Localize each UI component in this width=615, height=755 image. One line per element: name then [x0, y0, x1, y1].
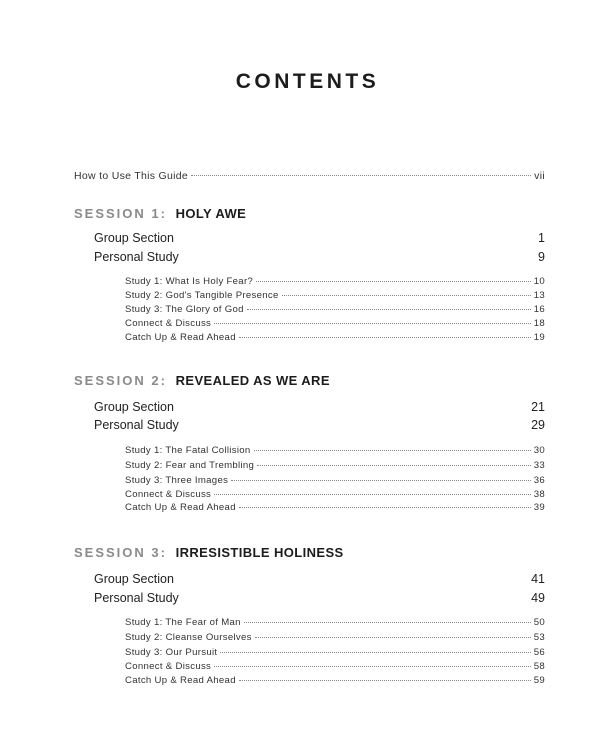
toc-entry-page: 56: [533, 647, 545, 658]
toc-entry-page: 50: [533, 617, 545, 628]
toc-entry-catch-up[interactable]: [125, 331, 545, 345]
toc-entry-page: 21: [531, 400, 545, 414]
toc-entry-label: Group Section: [94, 572, 174, 586]
session-label: SESSION 2:: [74, 373, 167, 388]
toc-entry-personal-study[interactable]: [94, 589, 545, 607]
toc-entry-page: 59: [533, 675, 545, 686]
toc-entry-study[interactable]: [125, 303, 545, 317]
dot-leader: [239, 337, 531, 338]
dot-leader: [282, 295, 531, 296]
toc-entry-study[interactable]: [125, 275, 545, 289]
dot-leader: [256, 281, 531, 282]
dot-leader: [239, 507, 531, 508]
toc-entry-label: Group Section: [94, 400, 174, 414]
toc-entry-label: Connect & Discuss: [125, 661, 212, 672]
toc-entry-page: 9: [538, 250, 545, 264]
dot-leader: [191, 175, 531, 176]
toc-entry-label: Connect & Discuss: [125, 318, 212, 329]
toc-entry-label: Study 1: What Is Holy Fear?: [125, 276, 254, 287]
toc-entry-label: Study 2: Cleanse Ourselves: [125, 632, 252, 643]
toc-entry-personal-study[interactable]: [94, 416, 545, 434]
toc-entry-study[interactable]: [125, 444, 545, 458]
toc-entry-intro[interactable]: [74, 170, 545, 182]
dot-leader: [214, 323, 531, 324]
session-3: [74, 544, 545, 686]
session-label: SESSION 3:: [74, 545, 167, 560]
toc-entry-label: How to Use This Guide: [74, 170, 189, 182]
toc-entry-study[interactable]: [125, 631, 545, 645]
session-1: [74, 205, 545, 343]
toc-entry-study[interactable]: [125, 646, 545, 660]
toc-entry-study[interactable]: [125, 616, 545, 630]
toc-entry-label: Study 2: God's Tangible Presence: [125, 290, 279, 301]
toc-entry-page: 36: [533, 475, 545, 486]
dot-leader: [220, 652, 530, 653]
toc-entry-study[interactable]: [125, 289, 545, 303]
toc-entry-catch-up[interactable]: [125, 674, 545, 688]
toc-entry-label: Study 1: The Fatal Collision: [125, 445, 251, 456]
toc-entry-page: 38: [533, 489, 545, 500]
toc-entry-connect-discuss[interactable]: [125, 660, 545, 674]
toc-entry-page: vii: [534, 170, 545, 182]
toc-entry-group-section[interactable]: [94, 570, 545, 588]
toc-entry-page: 16: [533, 304, 545, 315]
dot-leader: [214, 666, 531, 667]
dot-leader: [254, 450, 531, 451]
toc-entry-page: 33: [533, 460, 545, 471]
dot-leader: [257, 465, 531, 466]
toc-entry-page: 1: [538, 231, 545, 245]
toc-entry-label: Study 3: The Glory of God: [125, 304, 244, 315]
toc-entry-label: Personal Study: [94, 591, 179, 605]
session-title: REVEALED AS WE ARE: [175, 373, 330, 388]
dot-leader: [231, 480, 531, 481]
toc-entry-label: Personal Study: [94, 250, 179, 264]
toc-entry-label: Study 2: Fear and Trembling: [125, 460, 255, 471]
toc-entry-page: 49: [531, 591, 545, 605]
toc-entry-page: 41: [531, 572, 545, 586]
dot-leader: [247, 309, 531, 310]
toc-entry-study[interactable]: [125, 474, 545, 488]
toc-entry-label: Connect & Discuss: [125, 489, 212, 500]
page-title: CONTENTS: [235, 70, 380, 93]
toc-entry-page: 19: [533, 332, 545, 343]
toc-entry-label: Group Section: [94, 231, 174, 245]
dot-leader: [239, 680, 531, 681]
toc-entry-page: 53: [533, 632, 545, 643]
toc-entry-connect-discuss[interactable]: [125, 317, 545, 331]
session-heading: [74, 372, 545, 390]
toc-entry-page: 39: [533, 502, 545, 513]
toc-entry-label: Study 3: Our Pursuit: [125, 647, 218, 658]
toc-entry-personal-study[interactable]: [94, 248, 545, 266]
toc-entry-page: 18: [533, 318, 545, 329]
toc-entry-page: 29: [531, 418, 545, 432]
dot-leader: [255, 637, 531, 638]
toc-entry-label: Catch Up & Read Ahead: [125, 502, 236, 513]
dot-leader: [214, 494, 531, 495]
session-heading: [74, 544, 545, 562]
session-heading: [74, 205, 545, 223]
toc-entry-study[interactable]: [125, 459, 545, 473]
toc-entry-label: Study 3: Three Images: [125, 475, 229, 486]
session-title: HOLY AWE: [175, 206, 247, 221]
session-title: IRRESISTIBLE HOLINESS: [175, 545, 344, 560]
toc-entry-group-section[interactable]: [94, 229, 545, 247]
toc-entry-page: 30: [533, 445, 545, 456]
toc-entry-label: Catch Up & Read Ahead: [125, 675, 236, 686]
toc-entry-label: Catch Up & Read Ahead: [125, 332, 236, 343]
toc-entry-label: Study 1: The Fear of Man: [125, 617, 241, 628]
toc-entry-page: 13: [533, 290, 545, 301]
toc-entry-page: 58: [533, 661, 545, 672]
session-2: [74, 372, 545, 513]
dot-leader: [244, 622, 531, 623]
toc-entry-group-section[interactable]: [94, 398, 545, 416]
toc-entry-catch-up[interactable]: [125, 501, 545, 515]
toc-entry-page: 10: [533, 276, 545, 287]
toc-entry-connect-discuss[interactable]: [125, 488, 545, 502]
session-label: SESSION 1:: [74, 206, 167, 221]
toc-entry-label: Personal Study: [94, 418, 179, 432]
